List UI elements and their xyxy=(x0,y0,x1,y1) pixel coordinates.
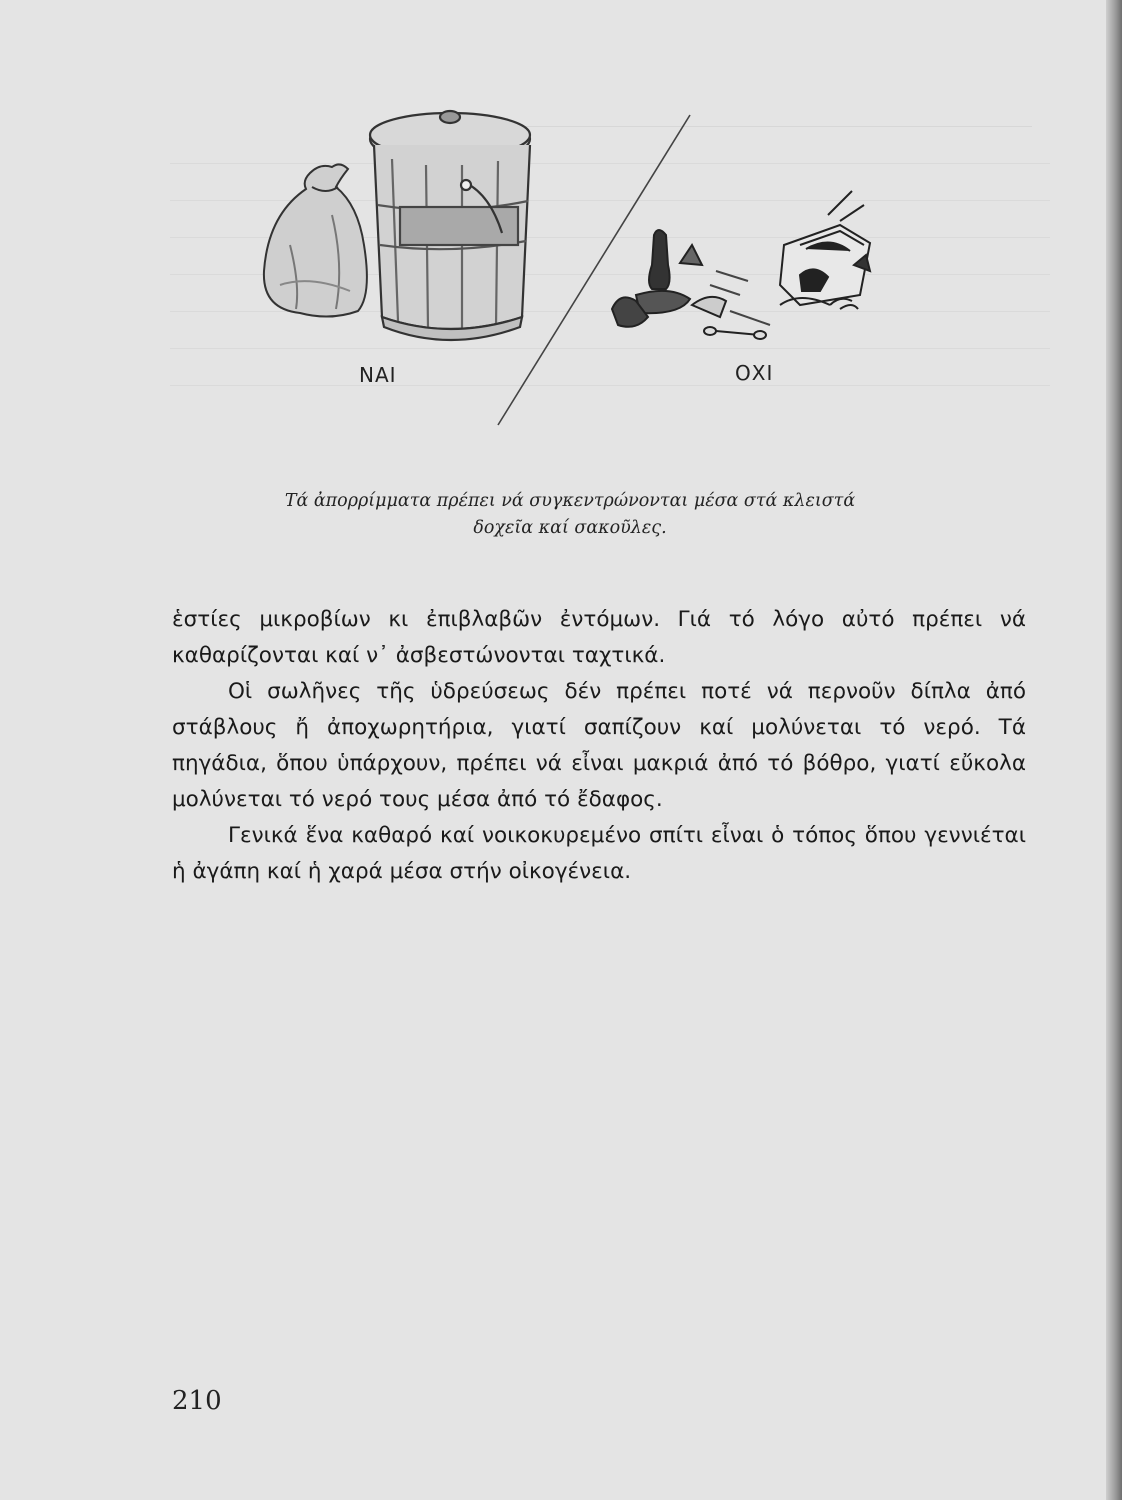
lidded-garbage-bin-drawing xyxy=(370,111,530,340)
no-label: ΟΧΙ xyxy=(735,361,774,385)
paragraph-3: Γενικά ἕνα καθαρό καί νοικοκυρεμένο σπίτι εἶναι ὁ τόπος ὅπου γεννιέται ἡ ἀγάπη καί ἡ χαρά μέσα στήν οἰκογένεια. xyxy=(172,823,1026,884)
scattered-garbage-drawing xyxy=(612,191,870,339)
garbage-sack-drawing xyxy=(264,164,367,316)
paragraph-1: ἑστίες μικροβίων κι ἐπιβλαβῶν ἐντόμων. Γιά τό λόγο αὐτό πρέπει νά καθαρίζονται καί ν᾽ ἀσβεστώνονται ταχτικά. xyxy=(172,607,1026,668)
illustration-svg xyxy=(240,95,920,445)
page-edge-shadow xyxy=(1106,0,1122,1500)
page-number: 210 xyxy=(172,1386,222,1416)
caption-line-1: Τά ἀπορρίμματα πρέπει νά συγκεντρώνονται μέσα στά κλειστά xyxy=(284,491,856,511)
yes-label: ΝΑΙ xyxy=(359,363,397,387)
figure-caption xyxy=(180,488,960,542)
waste-container-illustration xyxy=(240,95,920,445)
body-text xyxy=(172,602,1026,890)
paragraph-2: Οἱ σωλῆνες τῆς ὑδρεύσεως δέν πρέπει ποτέ νά περνοῦν δίπλα ἀπό στάβλους ἤ ἀποχωρητήρια, γιατί σαπίζουν καί μολύνεται τό νερό. Τά πηγάδια, ὅπου ὑπάρχουν, πρέπει νά εἶναι μακριά ἀπό τό βόθρο, γιατί εὔκολα μολύνεται τό νερό τους μέσα ἀπό τό ἔδαφος. xyxy=(172,679,1026,812)
caption-line-2: δοχεῖα καί σακοῦλες. xyxy=(473,518,667,538)
